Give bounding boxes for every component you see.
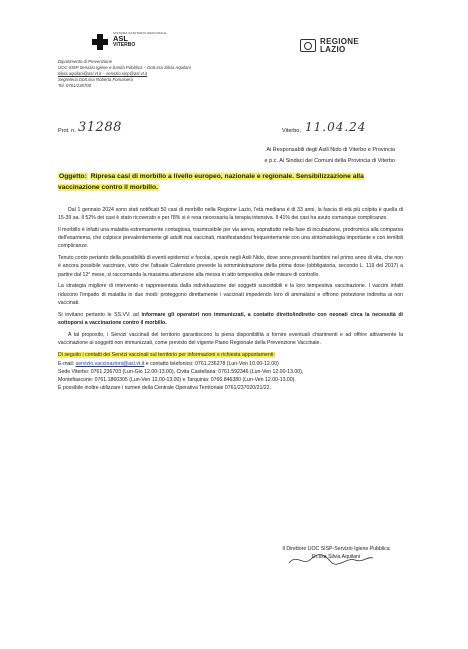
contacts-intro-highlight: Di seguito i contatti dei Servizi vaccinali sul territorio per informazioni e richiesta appuntamenti: — [58, 351, 275, 358]
invitation-intro: Si invitano pertanto le SS.VV. ad — [58, 311, 142, 318]
subject-label: Oggetto: — [59, 173, 87, 180]
dept-line4: Segreteria Dott.ssa Roberta Fornasiero — [58, 77, 133, 82]
dept-line2: UOC SISP Servizio Igiene e Sanità Pubblica – Dott.ssa Silvia Aquilani — [58, 65, 191, 70]
asl-viterbo-logo — [92, 32, 167, 50]
paragraph-nurseries: Tenuto conto pertanto della possibilità di eventi epidemici e focolai, specie negli Asili Nido, dove sono presenti bambini nel primo anno di vita, che non è ancora possibile vaccinare, visto che l'attuale Calendario prevede la somministrazione della prima dose (obbligatoria, secondo L. 119 del 2017) a partire dal 12° mese, si raccomanda la massima attenzione alla messa in atto tempestiva delle misure di controllo. — [58, 255, 403, 278]
paragraph-strategy: La strategia migliore di intervento è rappresentata dalla individuazione dei soggetti suscettibili e la loro tempestiva vaccinazione. I vaccini infatti riducono l'impatto di malattia in due modi: proteggono direttamente i vaccinati impedendo loro di ammalarsi e offrono protezione indiretta ai non vaccinati. — [58, 283, 403, 306]
invitation-bold: informare gli operatori non immunizzati, a contatto diretto/indiretto con neonati circa la necessità di sottoporsi a vaccinazione contro il morbillo. — [58, 311, 403, 326]
region-line1: REGIONE — [320, 37, 359, 46]
handwritten-signature-icon — [285, 551, 375, 569]
subject-text: Ripresa casi di morbillo a livello europeo, nazionale e regionale. Sensibilizzazione alla vaccinazione contro il morbillo. — [58, 173, 364, 191]
paragraph-services: A tal proposito, i Servizi vaccinali del territorio garantiscono la piena disponibilità a fornire eventuali chiarimenti e ad offrire attivamente la vaccinazione ai soggetti non immunizzati, come previsto del vigente Piano Regionale della Prevenzione Vaccinale. — [58, 331, 403, 346]
asl-system-label: SISTEMA SANITARIO REGIONALE — [113, 31, 167, 35]
protocol-number: 31288 — [78, 120, 122, 135]
signature-name: Dr.ssa Silvia Aquilani — [311, 554, 361, 560]
signature-title: Il Direttore UOC SISP-Servizio Igiene Pubblica — [282, 546, 390, 552]
dept-line1: Dipartimento di Prevenzione — [58, 59, 112, 64]
asl-name: ASL — [113, 34, 128, 44]
paragraph-invitation — [58, 311, 403, 327]
regione-lazio-logo — [300, 38, 359, 53]
email-line — [58, 360, 403, 368]
red-cross-icon — [92, 34, 108, 50]
recipients-line1: Ai Responsabili degli Asili Nido di Viterbo e Provincia — [266, 147, 395, 153]
protocol-label: Prot. n. — [58, 128, 76, 134]
dept-line3: silvia.aquilani@asl.vt.it – servizio.sisp@asl.vt.it — [58, 71, 148, 76]
cot-line: È possibile inoltre utilizzare i numeri della Centrale Operativa Territoriale 0761/237020/21/22. — [58, 385, 271, 392]
paragraph-contacts-intro — [58, 351, 403, 359]
sedi-line1: Sede Viterbo: 0761.236703 (Lun-Gio 12.00-13.00), Civita Castellana: 0761.592346 (Lun-Ven 12.00-13.00), — [58, 369, 304, 376]
sedi-line2: Montefiascone: 0761.1860305 (Lun-Ven 12.00-13.00) e Tarquinia: 0766.846380 (Lun-Ven 12.00-13.00). — [58, 377, 296, 384]
letter-body — [58, 206, 403, 393]
dept-line5: Tel. 0761/236700 — [58, 83, 92, 88]
recipients-line2: e p.c. Ai Sindaci dei Comuni della Provincia di Viterbo — [264, 158, 395, 164]
handwritten-date: 11.04.24 — [305, 120, 367, 134]
asl-city: VITERBO — [113, 42, 136, 49]
subject-block — [58, 171, 398, 193]
email-label: E-mail: — [58, 360, 76, 367]
email-link[interactable]: servizio.vaccinazioni@asl.vt.it — [75, 360, 145, 367]
paragraph-cases: Dal 1 gennaio 2024 sono stati notificati 50 casi di morbillo nella Regione Lazio, l'età mediana è di 33 anni, la fascia di età più colpita è quella di 15-39 aa. Il 52% dei casi è stato ricoverato e per l'8% si è resa necessaria la terapia intensiva. Il 41% dei casi ha avuto comunque complicanze. — [58, 207, 403, 222]
paragraph-contagion: Il morbillo è infatti una malattia estremamente contagiosa, trasmissibile per via aerea, soprattutto nella fase di incubazione, prodromica alla comparsa dell'esantema, che colpisce prevalentemente gli adulti mai vaccinati, manifestandosi frequentemente con una sintomatologia importante e con temibili complicanze. — [58, 227, 403, 250]
date-city: Viterbo, — [282, 128, 301, 134]
lazio-emblem-icon — [300, 39, 316, 52]
email-rest: e contatto telefonico: 0761.236278 (Lun-Ven 10.00-12.00) — [144, 360, 279, 367]
region-line2: LAZIO — [320, 44, 346, 54]
department-block — [58, 59, 191, 89]
